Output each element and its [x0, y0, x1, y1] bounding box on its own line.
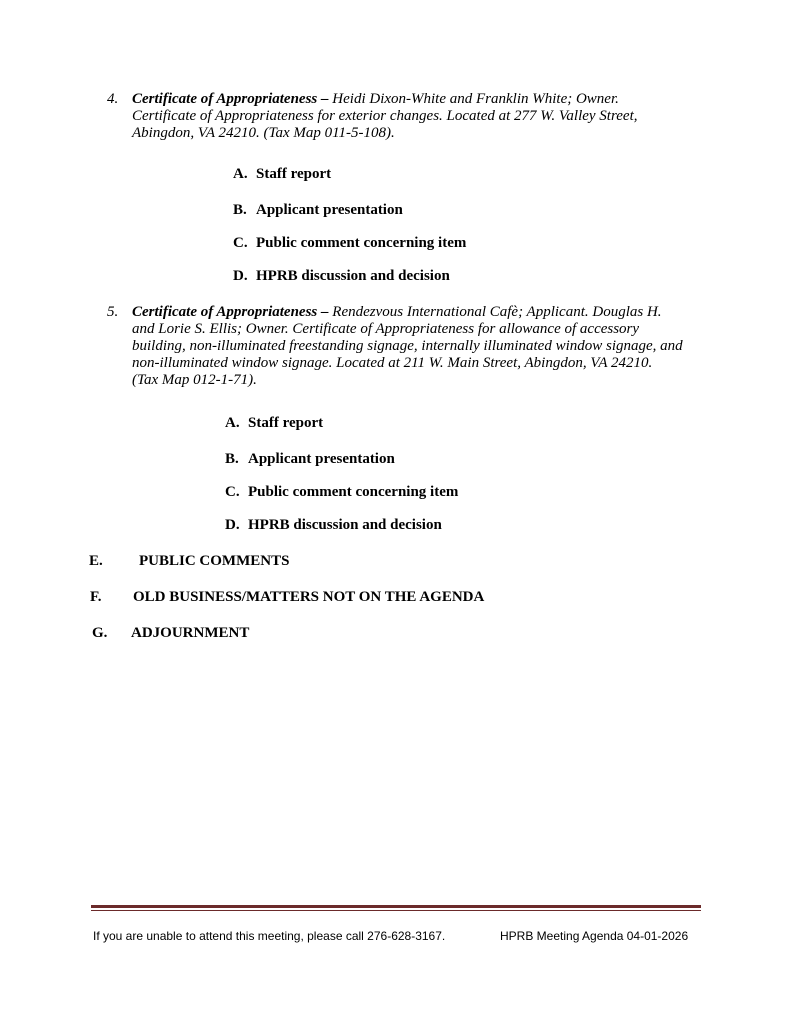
footer-contact: If you are unable to attend this meeting, please call 276-628-3167. [93, 929, 446, 943]
item-line: and Lorie S. Ellis; Owner. Certificate of Appropriateness for allowance of accessory [132, 321, 640, 337]
item-line: Abingdon, VA 24210. (Tax Map 011-5-108). [132, 125, 395, 141]
subitem-label: Public comment concerning item [248, 484, 459, 500]
subitem [233, 202, 403, 219]
subitem-letter: C. [233, 235, 248, 251]
subitem [233, 166, 331, 183]
subitem [233, 235, 466, 252]
section-label: PUBLIC COMMENTS [139, 553, 290, 569]
item-body [132, 91, 717, 142]
item-line: Certificate of Appropriateness for exterior changes. Located at 277 W. Valley Street, [132, 108, 638, 124]
section-letter: E. [89, 553, 103, 569]
item-title: Certificate of Appropriateness [132, 304, 318, 320]
item-line: (Tax Map 012-1-71). [132, 372, 257, 388]
subitem-letter: C. [225, 484, 240, 500]
subitem-letter: D. [225, 517, 240, 533]
subitem-letter: A. [225, 415, 240, 431]
subitem-letter: A. [233, 166, 248, 182]
subitem-letter: D. [233, 268, 248, 284]
subitem-label: HPRB discussion and decision [248, 517, 442, 533]
subitem [225, 451, 395, 468]
footer-agenda-label: HPRB Meeting Agenda 04-01-2026 [500, 929, 689, 943]
item-dash: – [317, 304, 333, 320]
subitem [225, 517, 442, 534]
item-number: 4. [107, 91, 119, 107]
subitem-label: HPRB discussion and decision [256, 268, 450, 284]
footer-rule-thin [91, 910, 701, 911]
subitem-label: Applicant presentation [248, 451, 395, 467]
subitem [225, 415, 323, 432]
item-line: Rendezvous International Cafè; Applicant. Douglas H. [332, 304, 662, 320]
section-letter: G. [92, 625, 108, 641]
item-line: Heidi Dixon-White and Franklin White; Owner. [332, 91, 619, 107]
section-label: OLD BUSINESS/MATTERS NOT ON THE AGENDA [133, 589, 485, 605]
subitem-label: Public comment concerning item [256, 235, 467, 251]
agenda-item-5 [107, 304, 717, 389]
subitem-letter: B. [233, 202, 247, 218]
section-label: ADJOURNMENT [131, 625, 250, 641]
subitem-label: Applicant presentation [256, 202, 403, 218]
item-line: building, non-illuminated freestanding signage, internally illuminated window signage, and [132, 338, 683, 354]
agenda-item-4 [107, 91, 717, 142]
footer-rule [91, 905, 701, 908]
subitem-letter: B. [225, 451, 239, 467]
item-body [132, 304, 717, 389]
subitem-label: Staff report [256, 166, 332, 182]
subitem [225, 484, 458, 501]
subitem-label: Staff report [248, 415, 324, 431]
item-line: non-illuminated window signage. Located at 211 W. Main Street, Abingdon, VA 24210. [132, 355, 653, 371]
item-number: 5. [107, 304, 119, 320]
item-dash: – [317, 91, 333, 107]
section-letter: F. [90, 589, 102, 605]
item-title: Certificate of Appropriateness [132, 91, 318, 107]
subitem [233, 268, 450, 285]
